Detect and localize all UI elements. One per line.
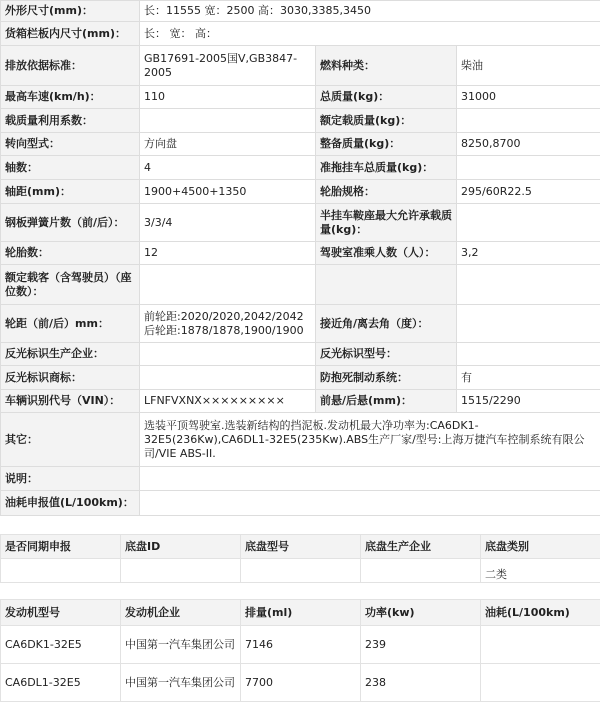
table-cell: 7700 — [241, 664, 361, 702]
spec-value — [457, 343, 600, 366]
spec-row — [1, 109, 600, 133]
spec-row — [1, 242, 600, 265]
table-header-row — [1, 535, 600, 559]
spec-value: 295/60R22.5 — [457, 180, 600, 204]
spec-label: 总质量(kg)： — [316, 86, 457, 109]
spec-value — [140, 491, 600, 516]
spec-label: 货箱栏板内尺寸(mm)： — [1, 22, 140, 46]
spec-value — [457, 204, 600, 242]
column-header: 底盘类别 — [481, 535, 600, 559]
spec-label: 排放依据标准： — [1, 46, 140, 86]
spec-label: 钢板弹簧片数（前/后）： — [1, 204, 140, 242]
spec-label: 前悬/后悬(mm)： — [316, 390, 457, 413]
column-header: 底盘型号 — [241, 535, 361, 559]
spec-row — [1, 1, 600, 22]
spec-label: 燃料种类： — [316, 46, 457, 86]
spec-label: 驾驶室准乘人数（人）： — [316, 242, 457, 265]
table-header-row — [1, 600, 600, 626]
table-row — [1, 626, 600, 664]
spec-row — [1, 22, 600, 46]
table-cell: 238 — [361, 664, 481, 702]
spec-value: 选装平顶驾驶室.选装新结构的挡泥板.发动机最大净功率为:CA6DK1-32E5(236Kw),CA6DL1-32E5(235Kw).ABS生产厂家/型号:上海万捷汽车控制系统有限公司/VIE ABS-II. — [140, 413, 600, 467]
spec-label: 额定载客（含驾驶员）（座位数）： — [1, 265, 140, 305]
spec-label: 轴距(mm)： — [1, 180, 140, 204]
column-header: 底盘生产企业 — [361, 535, 481, 559]
column-header: 发动机企业 — [121, 600, 241, 626]
spec-row — [1, 204, 600, 242]
spec-row — [1, 413, 600, 467]
table-cell — [481, 626, 600, 664]
spec-value — [457, 109, 600, 133]
spec-value — [140, 109, 316, 133]
spec-label: 轴数： — [1, 156, 140, 180]
spec-label: 其它： — [1, 413, 140, 467]
spec-row — [1, 305, 600, 343]
engine-table — [0, 599, 600, 702]
spec-value — [457, 305, 600, 343]
spec-value — [457, 156, 600, 180]
spec-label: 反光标识型号： — [316, 343, 457, 366]
spec-label: 半挂车鞍座最大允许承载质量(kg)： — [316, 204, 457, 242]
spec-value: 柴油 — [457, 46, 600, 86]
table-cell — [481, 664, 600, 702]
table-cell: 239 — [361, 626, 481, 664]
table-cell — [361, 559, 481, 583]
chassis-table — [0, 534, 600, 583]
spec-value — [140, 265, 316, 305]
table-cell — [121, 559, 241, 583]
spec-row — [1, 491, 600, 516]
spec-row — [1, 156, 600, 180]
spec-label: 防抱死制动系统： — [316, 366, 457, 390]
spec-label: 最高车速(km/h)： — [1, 86, 140, 109]
table-cell: CA6DK1-32E5 — [1, 626, 121, 664]
spec-value: 前轮距:2020/2020,2042/2042 后轮距:1878/1878,1900/1900 — [140, 305, 316, 343]
spec-label: 额定载质量(kg)： — [316, 109, 457, 133]
spec-value: 长：11555 宽：2500 高：3030,3385,3450 — [140, 1, 600, 22]
spec-label: 转向型式： — [1, 133, 140, 156]
spec-label: 说明： — [1, 467, 140, 491]
spec-value: 8250,8700 — [457, 133, 600, 156]
spec-value: 长： 宽： 高： — [140, 22, 600, 46]
spec-row — [1, 133, 600, 156]
spec-value: LFNFVXNX××××××××× — [140, 390, 316, 413]
spec-value: 3,2 — [457, 242, 600, 265]
table-cell: CA6DL1-32E5 — [1, 664, 121, 702]
table-cell: 中国第一汽车集团公司 — [121, 626, 241, 664]
spec-label: 反光标识商标： — [1, 366, 140, 390]
spec-label: 外形尺寸(mm)： — [1, 1, 140, 22]
table-row — [1, 664, 600, 702]
spec-row — [1, 366, 600, 390]
spec-value: 1515/2290 — [457, 390, 600, 413]
spec-row — [1, 265, 600, 305]
spec-label: 反光标识生产企业： — [1, 343, 140, 366]
spec-value: 方向盘 — [140, 133, 316, 156]
table-row — [1, 559, 600, 583]
table-cell: 中国第一汽车集团公司 — [121, 664, 241, 702]
spec-label: 车辆识别代号（VIN）： — [1, 390, 140, 413]
spec-value — [457, 265, 600, 305]
column-header: 底盘ID — [121, 535, 241, 559]
spec-label: 载质量利用系数： — [1, 109, 140, 133]
table-cell — [241, 559, 361, 583]
spec-row — [1, 86, 600, 109]
column-header: 油耗(L/100km) — [481, 600, 600, 626]
spec-label: 接近角/离去角（度）： — [316, 305, 457, 343]
spec-value: 4 — [140, 156, 316, 180]
table-cell: 二类 — [481, 559, 600, 583]
spec-label: 整备质量(kg)： — [316, 133, 457, 156]
table-cell — [1, 559, 121, 583]
spec-label: 轮距（前/后）mm： — [1, 305, 140, 343]
spec-value: 有 — [457, 366, 600, 390]
spec-value — [140, 467, 600, 491]
spec-label: 轮胎数： — [1, 242, 140, 265]
spec-value: GB17691-2005国Ⅴ,GB3847-2005 — [140, 46, 316, 86]
spec-value: 110 — [140, 86, 316, 109]
spec-label: 油耗申报值(L/100km)： — [1, 491, 140, 516]
spec-row — [1, 467, 600, 491]
column-header: 是否同期申报 — [1, 535, 121, 559]
spec-value: 3/3/4 — [140, 204, 316, 242]
spec-row — [1, 390, 600, 413]
column-header: 功率(kw) — [361, 600, 481, 626]
column-header: 发动机型号 — [1, 600, 121, 626]
spec-row — [1, 180, 600, 204]
spec-label: 轮胎规格： — [316, 180, 457, 204]
spec-value: 31000 — [457, 86, 600, 109]
spec-row — [1, 46, 600, 86]
spec-value — [140, 343, 316, 366]
spec-value: 12 — [140, 242, 316, 265]
spec-label: 准拖挂车总质量(kg)： — [316, 156, 457, 180]
spec-label — [316, 265, 457, 305]
table-cell: 7146 — [241, 626, 361, 664]
column-header: 排量(ml) — [241, 600, 361, 626]
spec-row — [1, 343, 600, 366]
spec-value: 1900+4500+1350 — [140, 180, 316, 204]
spec-value — [140, 366, 316, 390]
